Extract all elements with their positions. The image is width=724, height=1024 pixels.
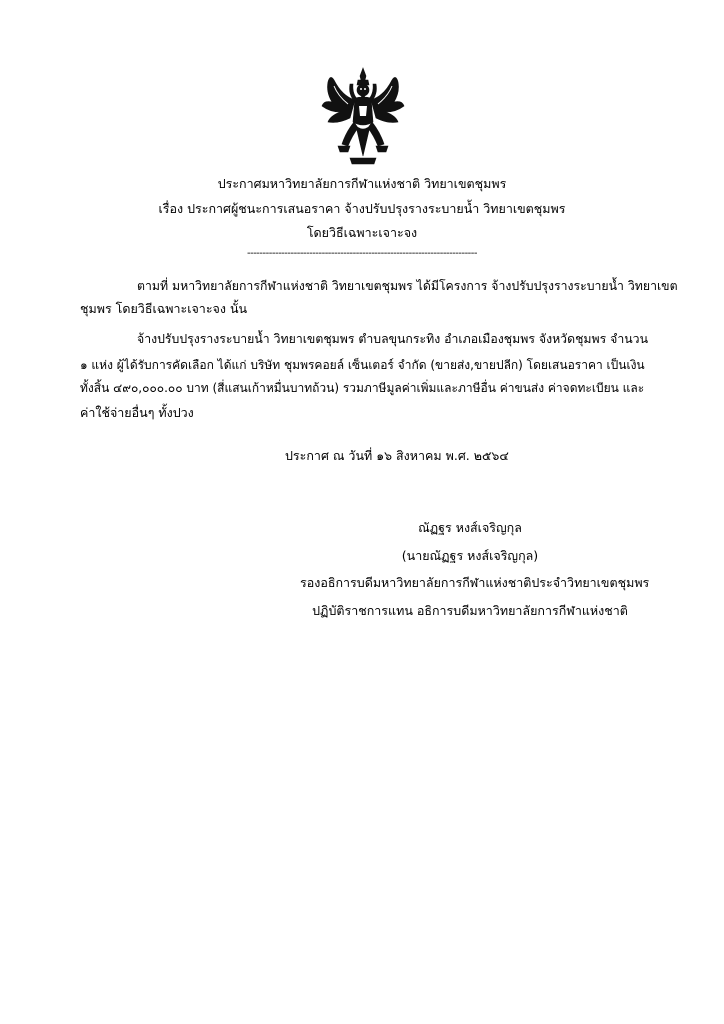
header-divider: -------------------------------------------------------------------------- xyxy=(246,248,478,259)
announcement-subject: เรื่อง ประกาศผู้ชนะการเสนอราคา จ้างปรับปรุงรางระบายน้ำ วิทยาเขตชุมพร xyxy=(158,201,566,216)
paragraph-2-line-1: จ้างปรับปรุงรางระบายน้ำ วิทยาเขตชุมพร ตำบลขุนกระทิง อำเภอเมืองชุมพร จังหวัดชุมพร จำนวน xyxy=(137,332,648,346)
announcement-date: ประกาศ ณ วันที่ ๑๖ สิงหาคม พ.ศ. ๒๕๖๔ xyxy=(285,448,509,463)
signer-acting-position: ปฏิบัติราชการแทน อธิการบดีมหาวิทยาลัยการกีฬาแห่งชาติ xyxy=(312,603,628,618)
signer-name: ณัฏฐร หงส์เจริญกุล xyxy=(418,520,522,535)
paragraph-2-line-3: ทั้งสิ้น ๔๙๐,๐๐๐.๐๐ บาท (สี่แสนเก้าหมื่นบาทถ้วน) รวมภาษีมูลค่าเพิ่มและภาษีอื่น ค่าขนส่ง ค่าจดทะเบียน และ xyxy=(80,381,645,395)
paragraph-1-line-1: ตามที่ มหาวิทยาลัยการกีฬาแห่งชาติ วิทยาเขตชุมพร ได้มีโครงการ จ้างปรับปรุงรางระบายน้ำ วิทยาเขต xyxy=(137,279,678,293)
announcement-method: โดยวิธีเฉพาะเจาะจง xyxy=(306,225,418,240)
signer-full-name: (นายณัฏฐร หงส์เจริญกุล) xyxy=(401,548,539,563)
paragraph-2-line-2: ๑ แห่ง ผู้ได้รับการคัดเลือก ได้แก่ บริษัท ชุมพรคอยล์ เซ็นเตอร์ จำกัด (ขายส่ง,ขายปลีก) โดยเสนอราคา เป็นเงิน xyxy=(80,358,645,372)
garuda-emblem-icon xyxy=(320,66,406,166)
paragraph-2-line-4: ค่าใช้จ่ายอื่นๆ ทั้งปวง xyxy=(80,405,194,420)
signer-position: รองอธิการบดีมหาวิทยาลัยการกีฬาแห่งชาติประจำวิทยาเขตชุมพร xyxy=(300,575,650,590)
paragraph-1-line-2: ชุมพร โดยวิธีเฉพาะเจาะจง นั้น xyxy=(80,301,248,316)
announcement-title: ประกาศมหาวิทยาลัยการกีฬาแห่งชาติ วิทยาเขตชุมพร xyxy=(217,176,507,191)
